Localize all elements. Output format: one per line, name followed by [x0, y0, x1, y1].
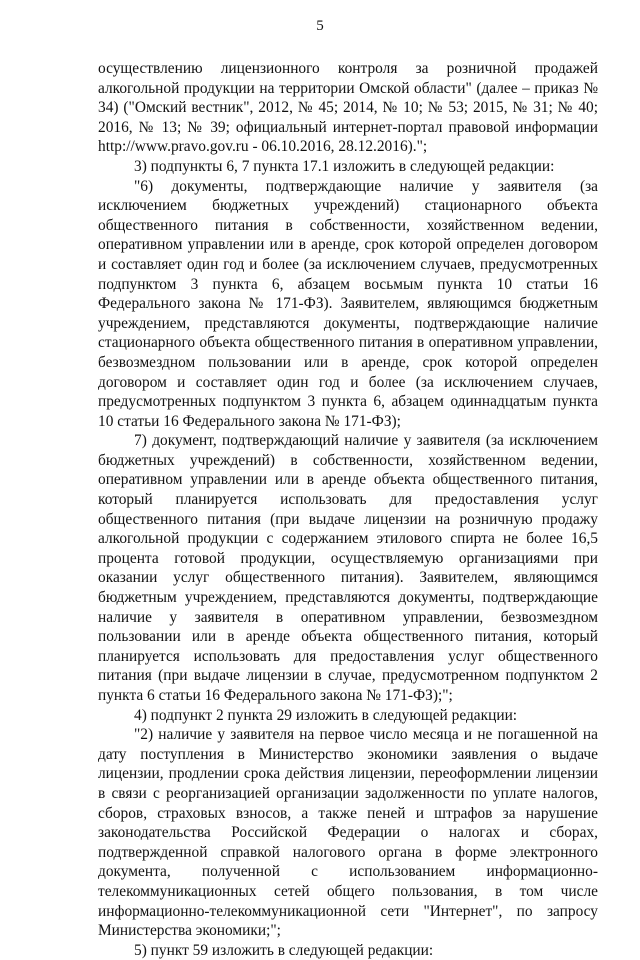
- paragraph-continuation: осуществлению лицензионного контроля за розничной продажей алкогольной продукции на территории Омской области" (далее – приказ № 34) ("Омский вестник", 2012, № 45; 2014, № 10; № 53; 2015, № 31; № 40; 2016, № 13; № 39; официальный интернет-портал правовой информации http://www.pravo.gov.ru - 06.10.2016, 28.12.2016).";: [98, 60, 598, 156]
- paragraph-subitem-6: "6) документы, подтверждающие наличие у заявителя (за исключением бюджетных учреждений) стационарного объекта общественного питания в собственности, хозяйственном ведении, оперативном управлении или в аренде, срок которой определен договором и составляет один год и более (за исключением случаев, предусмотренных подпунктом 3 пункта 6, абзацем восьмым пункта 10 статьи 16 Федерального закона № 171-ФЗ). Заявителем, являющимся бюджетным учреждением, представляются документы, подтверждающие наличие стационарного объекта общественного питания в оперативном управлении, безвозмездном пользовании или в аренде, срок которой определен договором и составляет один год и более (за исключением случаев, предусмотренных подпунктом 3 пункта 6, абзацем одиннадцатым пункта 10 статьи 16 Федерального закона № 171-ФЗ);: [98, 177, 598, 430]
- paragraph-subitem-7: 7) документ, подтверждающий наличие у заявителя (за исключением бюджетных учреждений) в собственности, хозяйственном ведении, оперативном управлении или в аренде объекта общественного питания, который планируется использовать для предоставления услуг общественного питания (при выдаче лицензии на розничную продажу алкогольной продукции с содержанием этилового спирта не более 16,5 процента готовой продукции, осуществляемую организациями при оказании услуг общественного питания). Заявителем, являющимся бюджетным учреждением, представляются документы, подтверждающие наличие у заявителя в оперативном управлении, безвозмездном пользовании или в аренде объекта общественного питания, который планируется использовать для предоставления услуг общественного питания (при выдаче лицензии в случае, предусмотренном подпунктом 2 пункта 6 статьи 16 Федерального закона № 171-ФЗ);";: [98, 432, 598, 704]
- paragraph-item-3-heading: 3) подпункты 6, 7 пункта 17.1 изложить в следующей редакции:: [134, 157, 555, 175]
- page-number: 5: [316, 18, 324, 34]
- document-body: [98, 59, 598, 960]
- paragraph-item-4-heading: 4) подпункт 2 пункта 29 изложить в следующей редакции:: [134, 706, 518, 724]
- paragraph-item-5-heading: 5) пункт 59 изложить в следующей редакции:: [134, 941, 434, 959]
- paragraph-subitem-2: "2) наличие у заявителя на первое число месяца и не погашенной на дату поступления в Министерство экономики заявления о выдаче лицензии, продлении срока действия лицензии, переоформлении лицензии в связи с реорганизацией организации задолженности по уплате налогов, сборов, страховых взносов, а также пеней и штрафов за нарушение законодательства Российской Федерации о налогах и сборах, подтвержденной справкой налогового органа в форме электронного документа, полученной с использованием информационно-телекоммуникационных сетей общего пользования, в том числе информационно-телекоммуникационной сети "Интернет", по запросу Министерства экономики;";: [98, 726, 598, 940]
